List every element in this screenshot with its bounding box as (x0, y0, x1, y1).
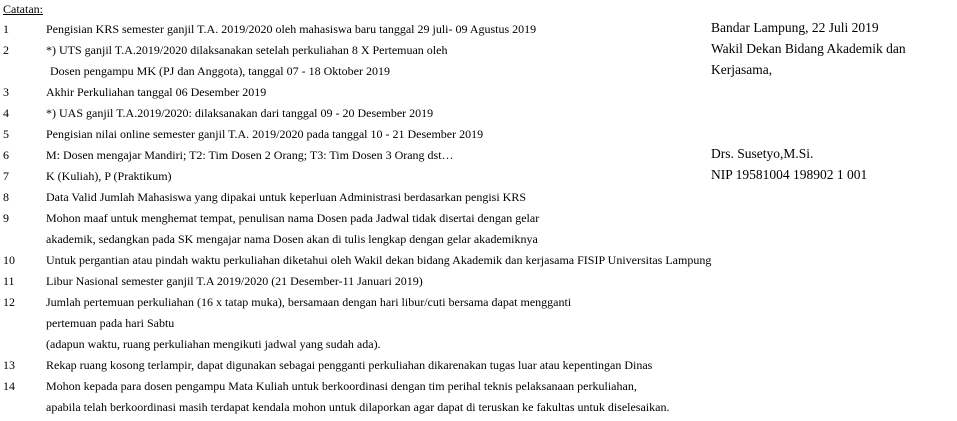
note-number: 9 (3, 211, 9, 225)
note-number: 7 (3, 169, 9, 183)
note-number: 14 (3, 379, 15, 393)
note-number: 2 (3, 43, 9, 57)
signature-position-continuation: Kerjasama, (711, 62, 773, 77)
note-text: K (Kuliah), P (Praktikum) (46, 169, 172, 183)
note-number: 8 (3, 190, 9, 204)
note-text: Libur Nasional semester ganjil T.A 2019/2020 (21 Desember-11 Januari 2019) (46, 274, 423, 288)
note-text: Untuk pergantian atau pindah waktu perkuliahan diketahui oleh Wakil dekan bidang Akademik dan kerjasama FISIP Universitas Lampung (46, 253, 712, 267)
note-text: Rekap ruang kosong terlampir, dapat digunakan sebagai pengganti perkuliahan dikarenakan tugas luar atau kepentingan Dinas (46, 358, 653, 372)
note-number: 11 (3, 274, 15, 288)
note-number: 6 (3, 148, 9, 162)
signatory-nip: NIP 19581004 198902 1 001 (711, 167, 868, 182)
note-text: Jumlah pertemuan perkuliahan (16 x tatap muka), bersamaan dengan hari libur/cuti bersama dapat mengganti (46, 295, 572, 309)
note-text: Data Valid Jumlah Mahasiswa yang dipakai untuk keperluan Administrasi berdasarkan pengisi KRS (46, 190, 527, 204)
note-text: Mohon kepada para dosen pengampu Mata Kuliah untuk berkoordinasi dengan tim perihal teknis pelaksanaan perkuliahan, (46, 379, 637, 393)
note-text: Pengisian nilai online semester ganjil T.A. 2019/2020 pada tanggal 10 - 21 Desember 2019 (46, 127, 484, 141)
signature-place-date: Bandar Lampung, 22 Juli 2019 (711, 20, 879, 35)
signatory-name: Drs. Susetyo,M.Si. (711, 146, 814, 161)
note-text-continuation: akademik, sedangkan pada SK mengajar nama Dosen akan di tulis lengkap dengan gelar akademiknya (46, 232, 538, 246)
note-text: *) UAS ganjil T.A.2019/2020: dilaksanakan dari tanggal 09 - 20 Desember 2019 (46, 106, 434, 120)
note-number: 1 (3, 22, 9, 36)
note-text: Mohon maaf untuk menghemat tempat, penulisan nama Dosen pada Jadwal tidak disertai dengan gelar (46, 211, 540, 225)
note-number: 12 (3, 295, 15, 309)
signature-position: Wakil Dekan Bidang Akademik dan (711, 41, 906, 56)
note-text-continuation: apabila telah berkoordinasi masih terdapat kendala mohon untuk dilaporkan agar dapat di teruskan ke fakultas untuk diselesaikan. (46, 400, 670, 414)
notes-heading: Catatan: (3, 2, 43, 16)
note-number: 4 (3, 106, 9, 120)
note-number: 10 (3, 253, 15, 267)
note-text-continuation: (adapun waktu, ruang perkuliahan mengikuti jadwal yang sudah ada). (46, 337, 381, 351)
note-text-continuation: Dosen pengampu MK (PJ dan Anggota), tanggal 07 - 18 Oktober 2019 (50, 64, 390, 78)
note-text: M: Dosen mengajar Mandiri; T2: Tim Dosen 2 Orang; T3: Tim Dosen 3 Orang dst… (46, 148, 454, 162)
note-number: 5 (3, 127, 9, 141)
note-number: 13 (3, 358, 15, 372)
note-text-continuation: pertemuan pada hari Sabtu (46, 316, 175, 330)
note-text: Akhir Perkuliahan tanggal 06 Desember 2019 (46, 85, 267, 99)
note-number: 3 (3, 85, 9, 99)
note-text: Pengisian KRS semester ganjil T.A. 2019/2020 oleh mahasiswa baru tanggal 29 juli- 09 Agustus 2019 (46, 22, 537, 36)
note-text: *) UTS ganjil T.A.2019/2020 dilaksanakan setelah perkuliahan 8 X Pertemuan oleh (46, 43, 448, 57)
